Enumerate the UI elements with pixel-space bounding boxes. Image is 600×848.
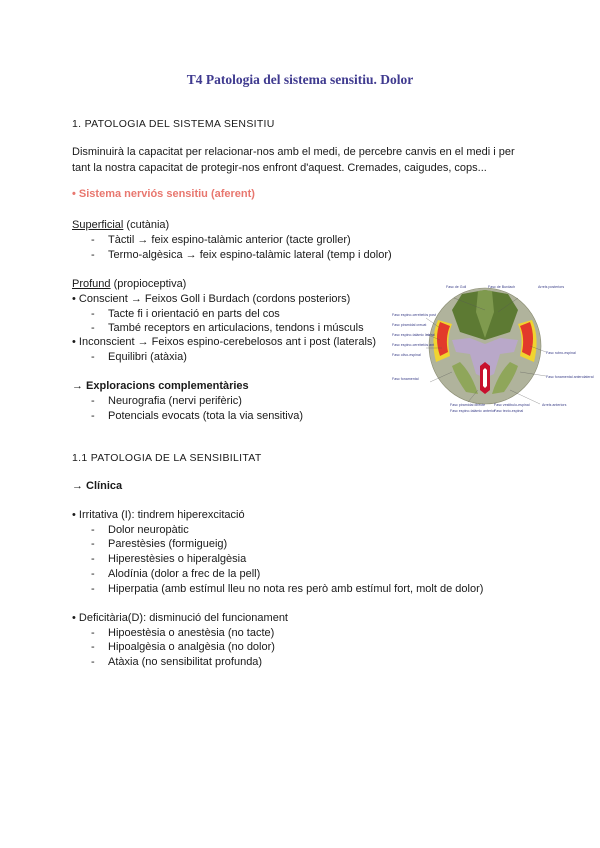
diagram-label: Fasc tecto-espinal — [494, 409, 524, 413]
profund-label: Profund — [72, 278, 111, 290]
list-item: - Hipoalgèsia o analgèsia (no dolor) — [91, 641, 275, 653]
diagram-label: Arrels posteriors — [538, 285, 565, 289]
conscient-line: • Conscient → Feixos Goll i Burdach (cordons posteriors) — [72, 293, 351, 305]
superficial-heading — [72, 219, 169, 231]
spinal-cord-diagram — [390, 282, 594, 414]
diagram-label: Fasc de Goll — [446, 285, 467, 289]
list-item: - Potencials evocats (tota la via sensitiva) — [91, 410, 304, 422]
superficial-label: Superficial — [72, 219, 124, 231]
list-item: - Tàctil → feix espino-talàmic anterior (tacte groller) — [91, 234, 351, 246]
diagram-label: Fasc vestibulo-espinal — [494, 403, 530, 407]
list-item: - Neurografia (nervi perifèric) — [91, 395, 242, 407]
explorations-heading: → Exploracions complementàries — [72, 380, 249, 392]
diagram-label: Fasc piramidal directe — [450, 403, 486, 407]
clinica-heading: → Clínica — [72, 480, 123, 492]
intro-line: Disminuirà la capacitat per relacionar-nos amb el medi, de percebre canvis en el medi i per — [72, 146, 515, 158]
list-item: - Alodínia (dolor a frec de la pell) — [91, 568, 261, 580]
irritativa-line: • Irritativa (I): tindrem hiperexcitació — [72, 509, 245, 521]
system-heading: • Sistema nerviós sensitiu (aferent) — [72, 188, 255, 200]
superficial-suffix: (cutània) — [123, 219, 170, 231]
anterior-white — [483, 368, 487, 388]
list-item: - També receptors en articulacions, tendons i músculs — [91, 322, 364, 334]
diagram-label: Fasc fonamental anterolateral — [546, 375, 594, 379]
intro-paragraph — [72, 145, 542, 176]
diagram-label: Fasc piramidal creuat — [392, 323, 427, 327]
diagram-label: Fasc espino-talàmic anterior — [450, 409, 496, 413]
deficitaria-line: • Deficitària(D): disminució del funcionament — [72, 612, 288, 624]
section-heading-1: 1. PATOLOGIA DEL SISTEMA SENSITIU — [72, 118, 275, 130]
diagram-label: Fasc rubro-espinal — [546, 351, 576, 355]
intro-line: tant la nostra capacitat de protegir-nos enfront d'aquest. Cremades, caigudes, cops... — [72, 161, 487, 174]
list-item: - Hiperpatia (amb estímul lleu no nota res però amb estímul fort, molt de dolor) — [91, 583, 484, 595]
list-item: - Parestèsies (formigueig) — [91, 538, 228, 550]
diagram-label: Fasc olivo-espinal — [392, 353, 421, 357]
list-item: - Hipoestèsia o anestèsia (no tacte) — [91, 627, 275, 639]
list-item: - Atàxia (no sensibilitat profunda) — [91, 656, 263, 668]
list-item: - Termo-algèsica → feix espino-talàmic lateral (temp i dolor) — [91, 249, 392, 261]
profund-heading — [72, 278, 186, 290]
profund-suffix: (propioceptiva) — [110, 278, 187, 290]
diagram-label: Fasc espino-talàmic lateral — [392, 333, 435, 337]
list-item: - Dolor neuropàtic — [91, 524, 189, 536]
list-item: - Tacte fi i orientació en parts del cos — [91, 308, 280, 320]
list-item: - Hiperestèsies o hiperalgèsia — [91, 553, 247, 565]
diagram-label: Fasc espino-cerebelós post — [392, 313, 436, 317]
section-heading-1-1: 1.1 PATOLOGIA DE LA SENSIBILITAT — [72, 452, 262, 464]
inconscient-line: • Inconscient → Feixos espino-cerebelosos ant i post (laterals) — [72, 336, 377, 348]
diagram-label: Fasc de Burdach — [488, 285, 516, 289]
list-item: - Equilibri (atàxia) — [91, 351, 187, 363]
page-title: T4 Patologia del sistema sensitiu. Dolor — [186, 72, 414, 87]
diagram-label: Fasc fonamental — [392, 377, 419, 381]
diagram-label: Fasc espino-cerebelós ant — [392, 343, 435, 347]
diagram-label: Arrels anteriors — [542, 403, 567, 407]
